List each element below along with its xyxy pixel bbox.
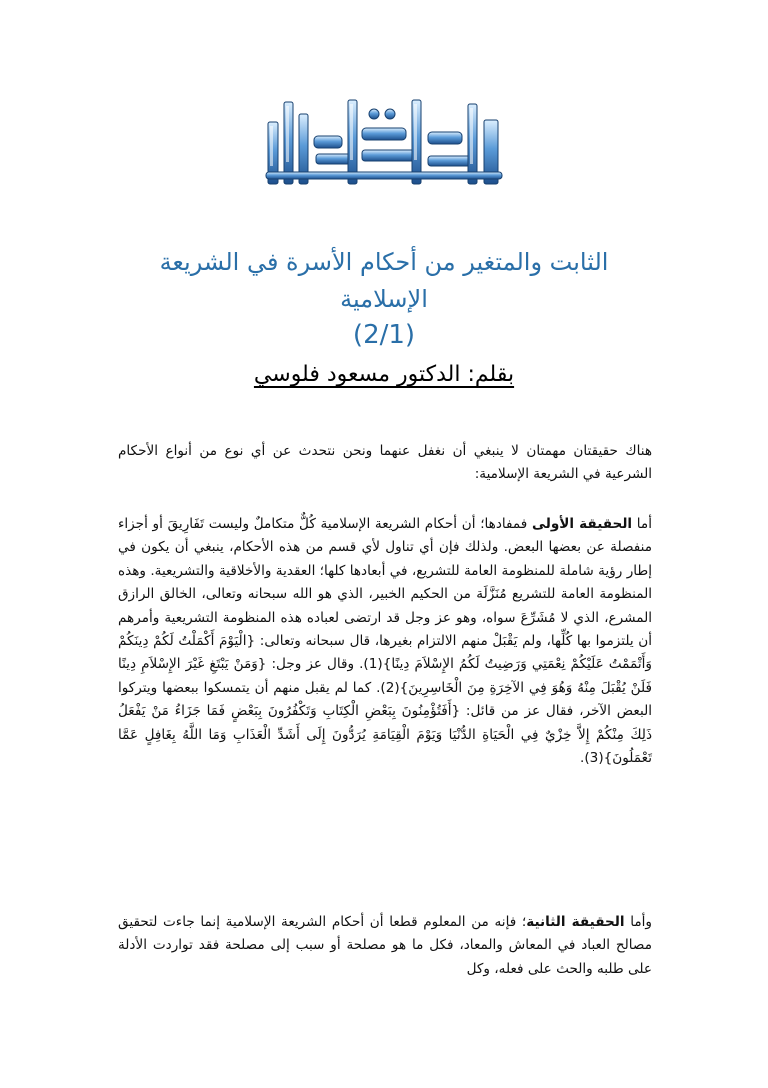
intro-paragraph: هناك حقيقتان مهمتان لا ينبغي أن نغفل عنهما ونحن نتحدث عن أي نوع من أنواع الأحكام الشرعية في الشريعة الإسلامية: bbox=[118, 443, 652, 483]
article-title-line-1: الثابت والمتغير من أحكام الأسرة في الشريعة bbox=[159, 248, 609, 276]
second-truth-paragraph bbox=[118, 911, 652, 981]
author-name: بقلم: الدكتور مسعود فلوسي bbox=[253, 362, 515, 387]
first-truth-prefix: أما bbox=[632, 516, 652, 532]
author-byline bbox=[90, 358, 678, 392]
first-truth-label: الحقيقة الأولى bbox=[531, 516, 633, 532]
article-title-line-2: الإسلامية bbox=[340, 285, 428, 313]
second-truth-prefix: وأما bbox=[624, 914, 652, 930]
article-part-number: (2/1) bbox=[352, 320, 416, 350]
first-truth-paragraph bbox=[118, 513, 652, 770]
second-truth-body: ؛ فإنه من المعلوم قطعا أن أحكام الشريعة الإسلامية إنما جاءت لتحقيق مصالح العباد في المعاش والمعاد، فكل ما هو مصلحة أو سبب إلى مصلحة فقد تواردت الأدلة على طلبه والحث على فعله، وكل bbox=[118, 914, 652, 977]
first-truth-body: فمفادها؛ أن أحكام الشريعة الإسلامية كُلٌّ متكاملٌ وليست تَفَارِيقَ أو أجزاء منفصلة عن بعضها البعض. ولذلك فإن أي تناول لأي قسم من هذه الأحكام، ينبغي أن يكون في إطار رؤية شاملة للمنظومة العامة للتشريع، في أبعادها كلها؛ العقدية والأخلاقية والتشريعية. وهذه المنظومة العامة للتشريع مُنَزَّلَة من الحكيم الخبير، الذي هو الله سبحانه وتعالى، الخالق الرازق المشرع، الذي لا مُشَرِّعَ سواه، وهو عز وجل قد ارتضى لعباده هذه المنظومة التشريعية وأمرهم أن يلتزموا بها كُلِّها، ولم يَقْبَلْ منهم الالتزام بغيرها، قال سبحانه وتعالى: {الْيَوْمَ أَكْمَلْتُ لَكُمْ دِينَكُمْ وَأَتْمَمْتُ عَلَيْكُمْ نِعْمَتِي وَرَضِيتُ لَكُمُ الإِسْلاَمَ دِينًا}(1). وقال عز وجل: {وَمَنْ يَبْتَغِ غَيْرَ الإِسْلاَمِ دِينًا فَلَنْ يُقْبَلَ مِنْهُ وَهُوَ فِي الآخِرَةِ مِنَ الْخَاسِرِينَ}(2). كما لم يقبل منهم أن يتمسكوا ببعضها ويتركوا البعض الآخر، فقال عز من قائل: {أَفَتُؤْمِنُونَ بِبَعْضِ الْكِتَابِ وَتَكْفُرُونَ بِبَعْضٍ فَمَا جَزَاءُ مَنْ يَفْعَلُ ذَلِكَ مِنْكُمْ إِلاَّ خِزْيٌ فِي الْحَيَاةِ الدُّنْيَا وَيَوْمَ الْقِيَامَةِ يُرَدُّونَ إِلَى أَشَدِّ الْعَذَابِ وَمَا اللَّهُ بِغَافِلٍ عَمَّا تَعْمَلُونَ}(3). bbox=[118, 516, 653, 767]
calligraphy-logo-icon bbox=[262, 92, 506, 190]
second-truth-label: الحقيقة الثانية bbox=[526, 914, 625, 930]
